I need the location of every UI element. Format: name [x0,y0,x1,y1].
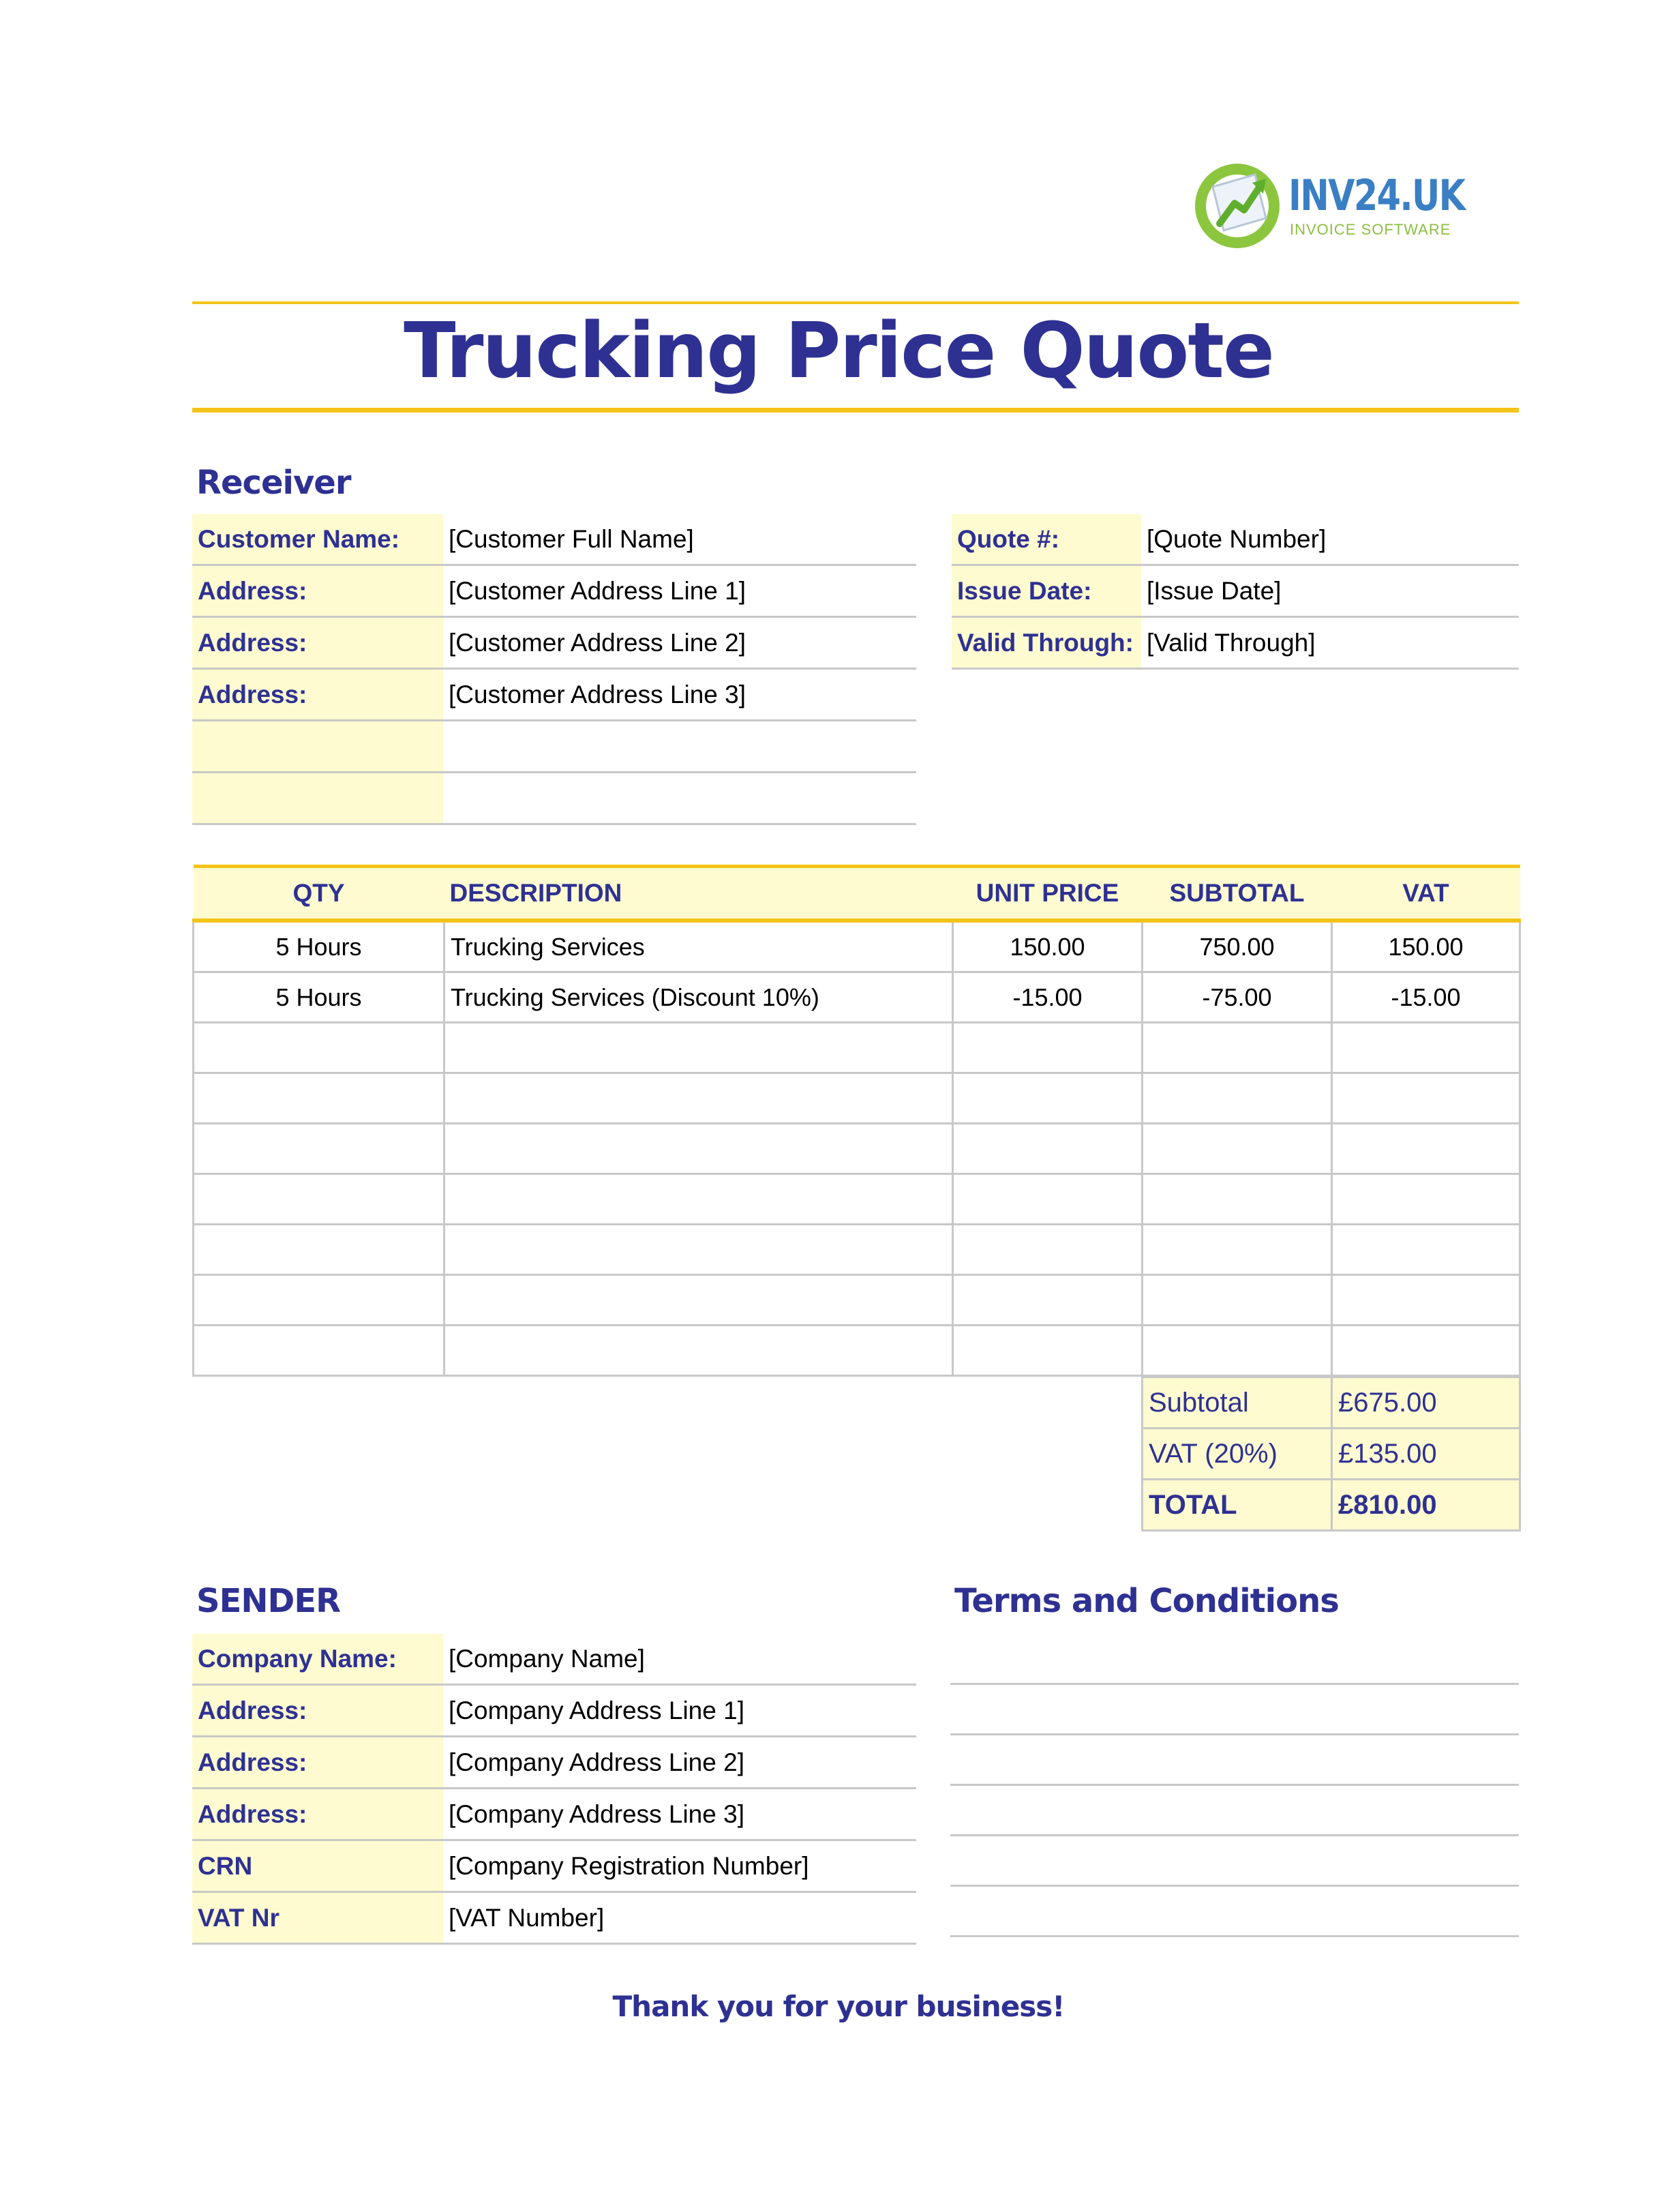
terms-line [950,1683,1519,1685]
quote-info-value: [Quote Number] [1141,514,1519,565]
subtotal-cell: 750.00 [1143,921,1332,972]
table-row [194,1225,1520,1275]
quote-info-table [952,514,1519,670]
sender-value: [Company Address Line 1] [443,1685,916,1737]
qty-cell [194,1023,444,1073]
vat-cell: -15.00 [1332,972,1520,1023]
terms-line [950,1834,1519,1836]
table-row [194,1275,1520,1326]
receiver-value: [Customer Address Line 3] [443,669,916,721]
quote-info-label: Valid Through: [952,617,1141,669]
subtotal-row [1143,1377,1520,1429]
sender-label: CRN [192,1840,443,1892]
qty-cell: 5 Hours [194,972,444,1023]
sender-value: [Company Registration Number] [443,1840,916,1892]
unit-price-cell [953,1174,1143,1225]
terms-line [950,1885,1519,1887]
subtotal-cell: -75.00 [1143,972,1332,1023]
table-row [194,1174,1520,1225]
qty-cell: 5 Hours [194,921,444,972]
subtotal-cell [1143,1023,1332,1073]
unit-price-cell: -15.00 [953,972,1143,1023]
vat-cell [1332,1073,1520,1124]
sender-label: VAT Nr [192,1892,443,1944]
sender-value: [VAT Number] [443,1892,916,1944]
subtotal-cell [1143,1275,1332,1326]
receiver-heading: Receiver [196,464,351,502]
receiver-row [192,773,916,824]
description-cell: Trucking Services [444,921,953,972]
receiver-value [443,721,916,773]
quote-info-row [952,514,1519,565]
unit-price-cell [953,1073,1143,1124]
total-row [1143,1480,1520,1531]
description-cell [444,1124,953,1174]
subtotal-cell [1143,1225,1332,1275]
receiver-table [192,514,916,825]
sender-row [192,1685,916,1737]
thank-you-message: Thank you for your business! [612,1990,1065,2023]
table-row [194,1326,1520,1376]
unit-price-cell [953,1225,1143,1275]
qty-cell [194,1326,444,1376]
title-bottom-rule [192,408,1519,413]
receiver-row [192,565,916,617]
qty-header: QTY [194,867,444,921]
table-row [194,921,1520,972]
chart-arrow-icon [1190,155,1285,251]
terms-line [950,1935,1519,1937]
sender-value: [Company Address Line 3] [443,1789,916,1840]
unit-price-cell [953,1124,1143,1174]
logo-name: INV24.UK [1288,170,1465,220]
qty-cell [194,1225,444,1275]
items-table [192,865,1521,1377]
sender-value: [Company Name] [443,1634,916,1685]
receiver-row [192,669,916,721]
table-row [194,1023,1520,1073]
unit-price-cell [953,1275,1143,1326]
page-title: Trucking Price Quote [404,307,1273,395]
qty-cell [194,1275,444,1326]
vat-cell [1332,1023,1520,1073]
receiver-label: Address: [192,617,443,669]
vat-row [1143,1429,1520,1480]
description-cell [444,1174,953,1225]
vat-cell: 150.00 [1332,921,1520,972]
vat-header: VAT [1332,867,1520,921]
logo-tagline: INVOICE SOFTWARE [1290,221,1451,238]
qty-cell [194,1124,444,1174]
subtotal-cell [1143,1124,1332,1174]
sender-label: Address: [192,1685,443,1737]
subtotal-label: Subtotal [1143,1377,1332,1429]
receiver-label [192,721,443,773]
quote-info-value: [Issue Date] [1141,565,1519,617]
description-cell: Trucking Services (Discount 10%) [444,972,953,1023]
vat-cell [1332,1326,1520,1376]
terms-heading: Terms and Conditions [954,1582,1339,1620]
terms-lines [950,1634,1519,1941]
receiver-value: [Customer Full Name] [443,514,916,565]
terms-line [950,1784,1519,1786]
quote-info-label: Quote #: [952,514,1141,565]
description-cell [444,1073,953,1124]
title-top-rule [192,301,1519,304]
items-header-row [194,867,1520,921]
sender-row [192,1634,916,1685]
sender-row [192,1840,916,1892]
receiver-value: [Customer Address Line 2] [443,617,916,669]
total-value: £810.00 [1332,1480,1520,1531]
description-cell [444,1023,953,1073]
receiver-row [192,617,916,669]
subtotal-value: £675.00 [1332,1377,1520,1429]
quote-info-label: Issue Date: [952,565,1141,617]
sender-label: Address: [192,1737,443,1789]
subtotal-cell [1143,1326,1332,1376]
sender-row [192,1892,916,1944]
total-label: TOTAL [1143,1480,1332,1531]
unit-price-cell [953,1326,1143,1376]
vat-cell [1332,1124,1520,1174]
vat-label: VAT (20%) [1143,1429,1332,1480]
unit-price-cell: 150.00 [953,921,1143,972]
receiver-label: Address: [192,669,443,721]
quote-info-row [952,565,1519,617]
sender-table [192,1634,916,1945]
subtotal-header: SUBTOTAL [1143,867,1332,921]
qty-cell [194,1073,444,1124]
terms-line [950,1733,1519,1735]
vat-cell [1332,1225,1520,1275]
sender-heading: SENDER [196,1582,341,1620]
vat-cell [1332,1275,1520,1326]
sender-value: [Company Address Line 2] [443,1737,916,1789]
receiver-label [192,773,443,824]
subtotal-cell [1143,1174,1332,1225]
sender-label: Address: [192,1789,443,1840]
table-row [194,1073,1520,1124]
receiver-row [192,721,916,773]
description-cell [444,1326,953,1376]
unit-price-cell [953,1023,1143,1073]
vat-value: £135.00 [1332,1429,1520,1480]
receiver-label: Address: [192,565,443,617]
table-row [194,972,1520,1023]
receiver-value [443,773,916,824]
receiver-value: [Customer Address Line 1] [443,565,916,617]
sender-row [192,1789,916,1840]
vat-cell [1332,1174,1520,1225]
description-cell [444,1275,953,1326]
description-header: DESCRIPTION [444,867,953,921]
quote-info-value: [Valid Through] [1141,617,1519,669]
sender-row [192,1737,916,1789]
unit-price-header: UNIT PRICE [953,867,1143,921]
description-cell [444,1225,953,1275]
receiver-label: Customer Name: [192,514,443,565]
subtotal-cell [1143,1073,1332,1124]
table-row [194,1124,1520,1174]
receiver-row [192,514,916,565]
totals-table [1141,1376,1521,1531]
sender-label: Company Name: [192,1634,443,1685]
quote-info-row [952,617,1519,669]
qty-cell [194,1174,444,1225]
